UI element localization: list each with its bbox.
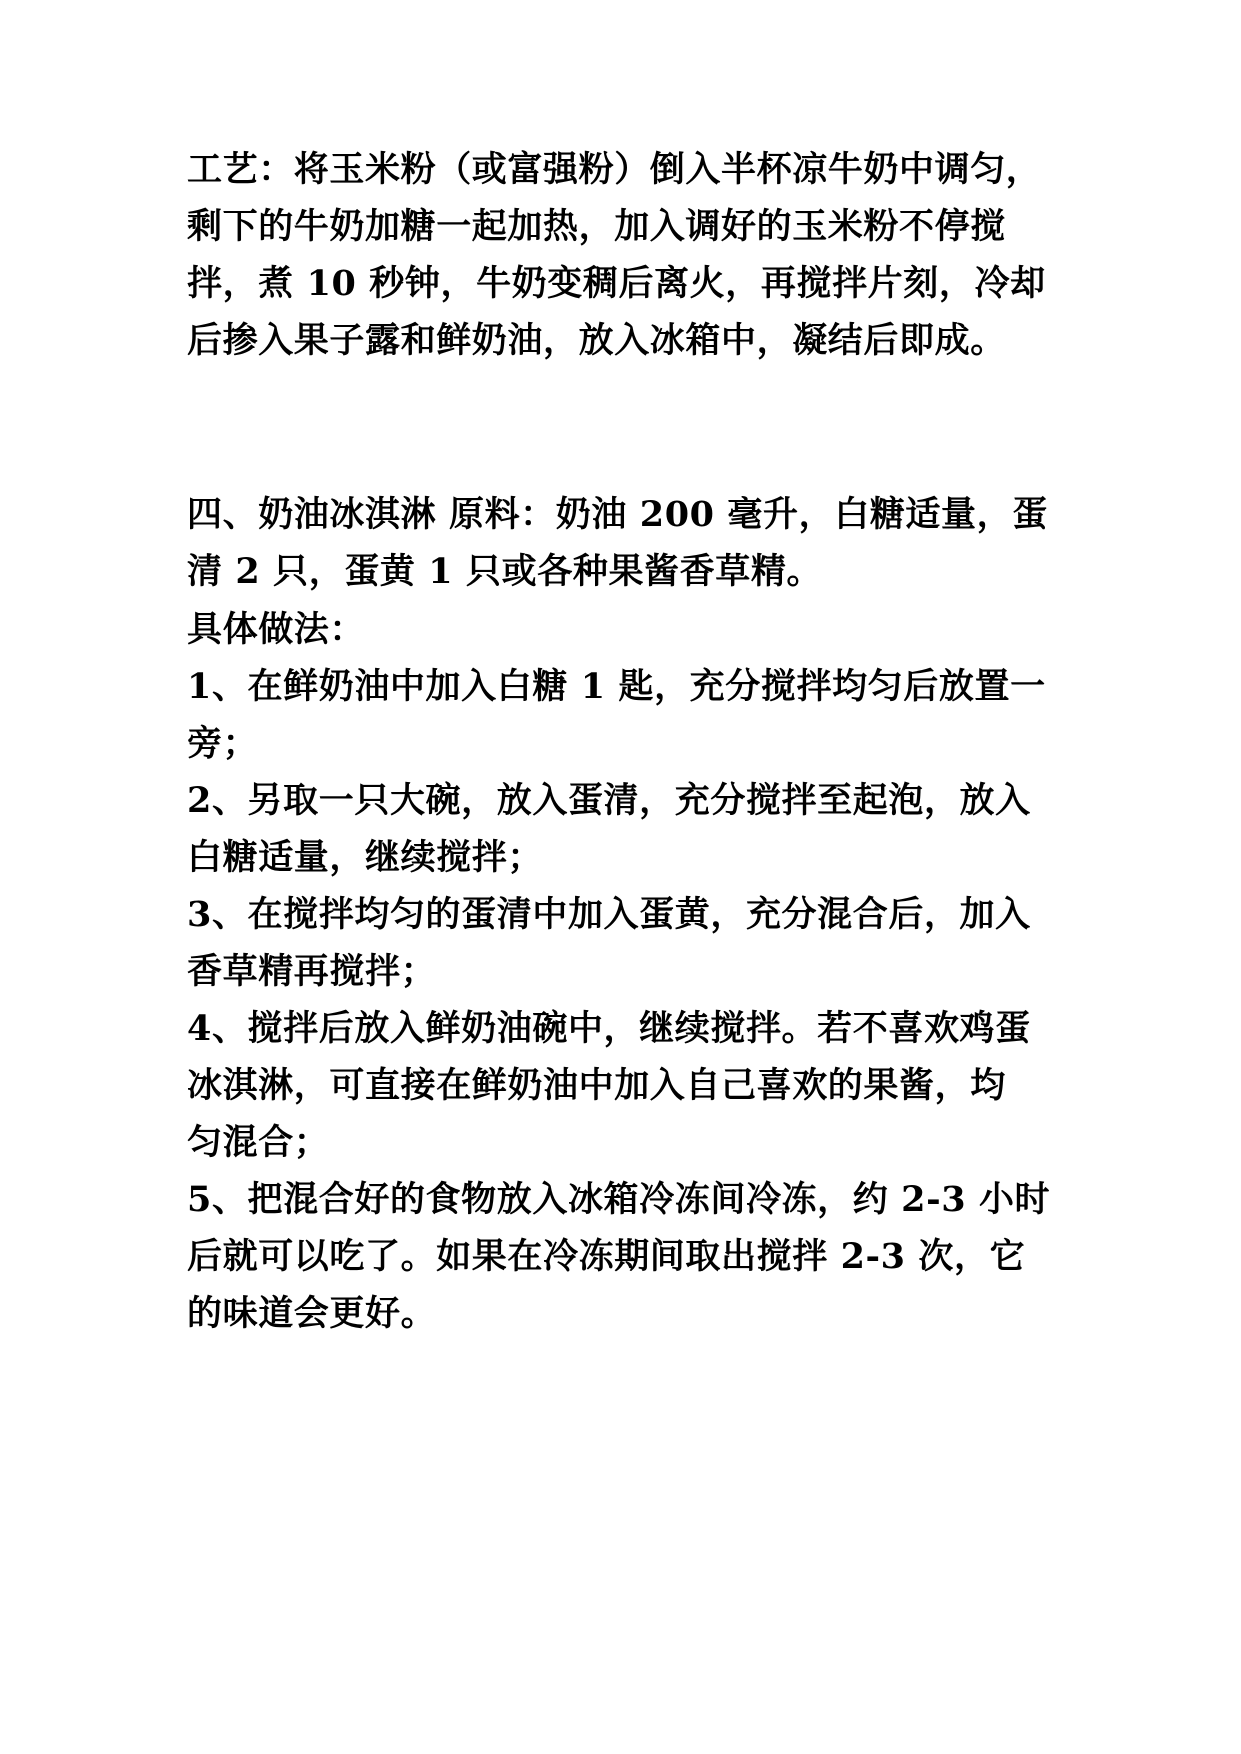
craft-line-3: 拌，煮 10 秒钟，牛奶变稠后离火，再搅拌片刻，冷却 (187, 263, 1046, 304)
step-3-line-2: 香草精再搅拌； (187, 951, 437, 992)
section4-intro-line-1: 四、奶油冰淇淋 原料：奶油 200 毫升，白糖适量，蛋 (187, 494, 1048, 535)
step-5-line-1: 5、把混合好的食物放入冰箱冷冻间冷冻，约 2-3 小时 (187, 1179, 1051, 1220)
craft-line-2: 剩下的牛奶加糖一起加热，加入调好的玉米粉不停搅 (187, 206, 1006, 247)
step-4-line-1: 4、搅拌后放入鲜奶油碗中，继续搅拌。若不喜欢鸡蛋 (187, 1008, 1031, 1049)
step-4-line-2: 冰淇淋，可直接在鲜奶油中加入自己喜欢的果酱，均 (187, 1065, 1006, 1106)
step-2-line-1: 2、另取一只大碗，放入蛋清，充分搅拌至起泡，放入 (187, 780, 1031, 821)
step-2-line-2: 白糖适量，继续搅拌； (187, 837, 544, 878)
step-3-line-1: 3、在搅拌均匀的蛋清中加入蛋黄，充分混合后，加入 (187, 894, 1031, 935)
step-5-line-3: 的味道会更好。 (187, 1293, 437, 1334)
craft-line-4: 后掺入果子露和鲜奶油，放入冰箱中，凝结后即成。 (187, 320, 1006, 361)
step-4-line-3: 匀混合； (187, 1122, 330, 1163)
method-heading: 具体做法： (187, 609, 366, 650)
craft-line-1: 工艺：将玉米粉（或富强粉）倒入半杯凉牛奶中调匀， (187, 149, 1042, 190)
step-1-line-1: 1、在鲜奶油中加入白糖 1 匙，充分搅拌均匀后放置一 (187, 666, 1046, 707)
step-1-line-2: 旁； (187, 723, 259, 764)
step-5-line-2: 后就可以吃了。如果在冷冻期间取出搅拌 2-3 次，它 (187, 1236, 1026, 1277)
section4-intro-line-2: 清 2 只，蛋黄 1 只或各种果酱香草精。 (187, 551, 823, 592)
